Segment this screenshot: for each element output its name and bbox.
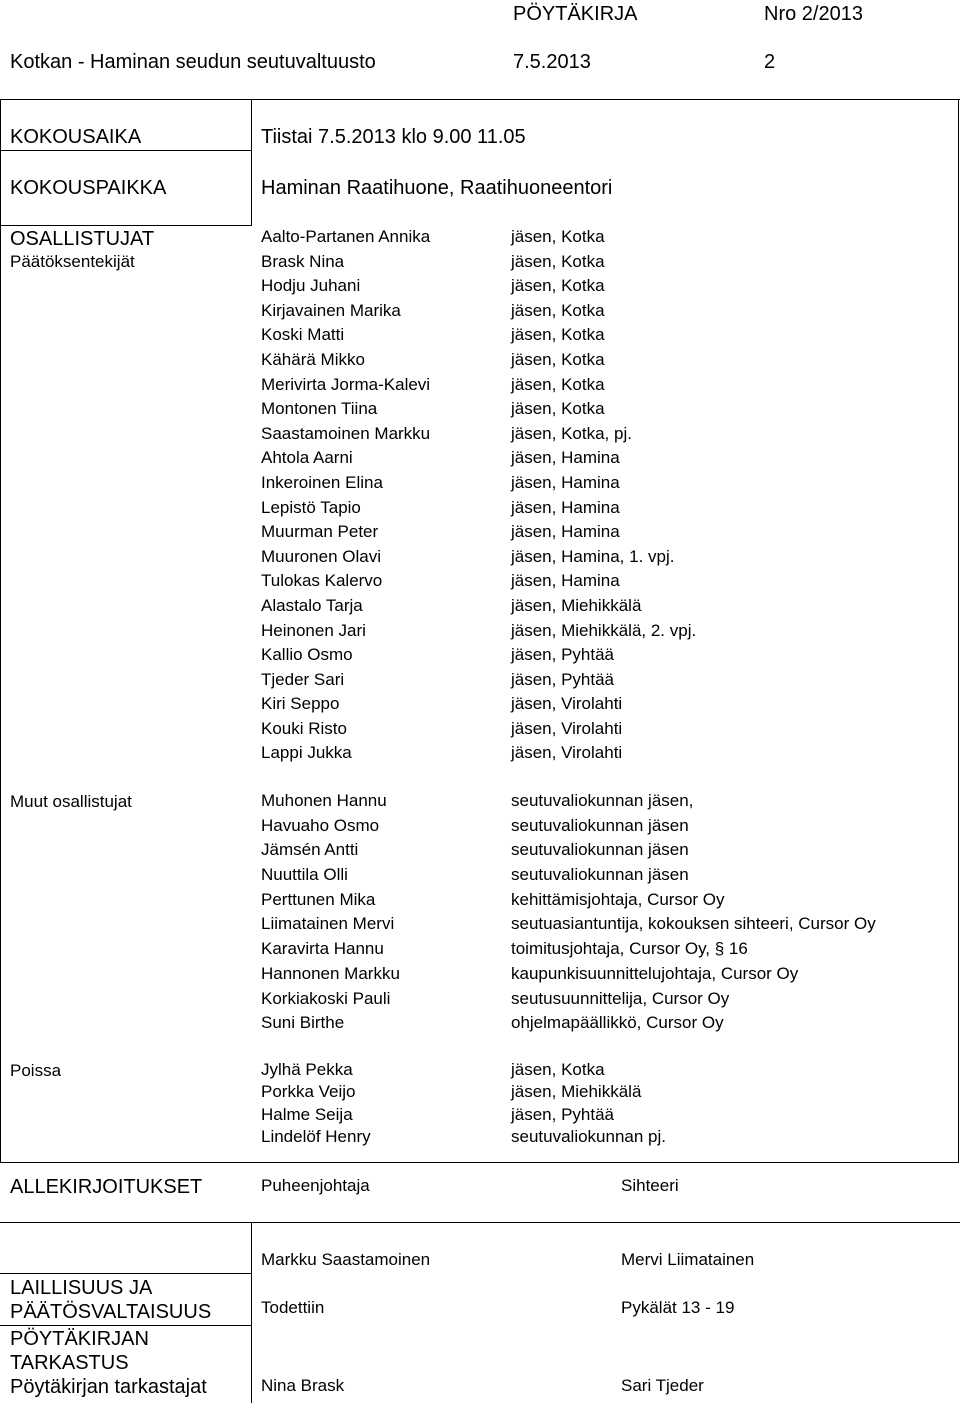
participant-name: Lepistö Tapio xyxy=(261,497,361,517)
participants-names xyxy=(261,225,430,766)
absent-name: Halme Seija xyxy=(261,1104,353,1124)
participant-role: jäsen, Miehikkälä, 2. vpj. xyxy=(511,620,697,640)
signature-divider xyxy=(0,1222,960,1223)
decision-makers-label: Päätöksentekijät xyxy=(10,252,135,271)
participant-role: jäsen, Hamina xyxy=(511,522,620,542)
frame-right-line xyxy=(958,99,959,1163)
other-participant-name: Jämsén Antti xyxy=(261,840,359,860)
other-participant-role: kaupunkisuunnittelujohtaja, Cursor Oy xyxy=(511,963,799,983)
participant-role: jäsen, Kotka xyxy=(511,251,605,271)
frame-top-line xyxy=(0,99,960,100)
other-participant-role: seutuasiantuntija, kokouksen sihteeri, Cursor Oy xyxy=(511,914,876,934)
participant-name: Koski Matti xyxy=(261,325,345,345)
legality-label-line2: PÄÄTÖSVALTAISUUS xyxy=(10,1301,212,1323)
participant-name: Muuronen Olavi xyxy=(261,546,382,566)
other-participant-name: Suni Birthe xyxy=(261,1013,345,1033)
participant-name: Ahtola Aarni xyxy=(261,448,353,468)
sections-value: Pykälät 13 - 19 xyxy=(621,1298,735,1317)
participant-name: Tulokas Kalervo xyxy=(261,571,383,591)
participant-role: jäsen, Hamina xyxy=(511,497,620,517)
absent-roles xyxy=(511,1059,666,1148)
participant-name: Saastamoinen Markku xyxy=(261,423,431,443)
participant-name: Lappi Jukka xyxy=(261,743,352,763)
other-participant-name: Hannonen Markku xyxy=(261,963,400,983)
organization-name: Kotkan - Haminan seudun seutuvaltuusto xyxy=(10,51,376,73)
meeting-time-value: Tiistai 7.5.2013 klo 9.00 11.05 xyxy=(261,126,526,148)
participant-name: Heinonen Jari xyxy=(261,620,366,640)
other-participants-roles xyxy=(511,789,876,1036)
participant-name: Alastalo Tarja xyxy=(261,595,363,615)
absent-role: jäsen, Miehikkälä xyxy=(511,1082,642,1102)
participant-name: Inkeroinen Elina xyxy=(261,472,383,492)
absent-names xyxy=(261,1059,371,1148)
review-label-line3: Pöytäkirjan tarkastajat xyxy=(10,1376,207,1398)
absent-name: Jylhä Pekka xyxy=(261,1060,353,1079)
participant-name: Hodju Juhani xyxy=(261,276,361,296)
review-label-line2: TARKASTUS xyxy=(10,1352,129,1374)
frame-left-line xyxy=(0,99,1,1163)
reviewer-1-name: Nina Brask xyxy=(261,1376,345,1395)
review-divider xyxy=(0,1325,252,1326)
participant-role: jäsen, Kotka xyxy=(511,276,605,296)
other-participant-role: seutuvaliokunnan jäsen xyxy=(511,865,689,885)
participant-name: Brask Nina xyxy=(261,251,345,271)
absent-name: Porkka Veijo xyxy=(261,1082,356,1102)
participant-name: Aalto-Partanen Annika xyxy=(261,227,431,246)
other-participant-role: seutuvaliokunnan jäsen, xyxy=(511,791,694,810)
signatures-label: ALLEKIRJOITUKSET xyxy=(10,1176,203,1198)
participant-role: jäsen, Kotka xyxy=(511,399,605,419)
participant-role: jäsen, Pyhtää xyxy=(511,669,615,689)
participant-name: Montonen Tiina xyxy=(261,399,378,419)
label-column-divider xyxy=(251,99,252,225)
participant-role: jäsen, Kotka xyxy=(511,374,605,394)
participant-role: jäsen, Hamina xyxy=(511,571,620,591)
other-participant-role: toimitusjohtaja, Cursor Oy, § 16 xyxy=(511,939,748,959)
legality-divider xyxy=(0,1273,252,1274)
participant-role: jäsen, Kotka, pj. xyxy=(511,423,632,443)
participants-label: OSALLISTUJAT xyxy=(10,228,155,250)
absent-role: jäsen, Pyhtää xyxy=(511,1104,615,1124)
absent-role: jäsen, Kotka xyxy=(511,1060,605,1079)
other-participant-name: Havuaho Osmo xyxy=(261,815,380,835)
legality-label-line1: LAILLISUUS JA xyxy=(10,1277,153,1299)
other-participant-role: seutuvaliokunnan jäsen xyxy=(511,840,689,860)
other-participant-name: Karavirta Hannu xyxy=(261,939,384,959)
participant-name: Merivirta Jorma-Kalevi xyxy=(261,374,431,394)
meeting-place-value: Haminan Raatihuone, Raatihuoneentori xyxy=(261,177,613,199)
meeting-place-label: KOKOUSPAIKKA xyxy=(10,177,167,199)
other-participant-role: ohjelmapäällikkö, Cursor Oy xyxy=(511,1013,724,1033)
place-row-divider xyxy=(0,225,252,226)
secretary-label: Sihteeri xyxy=(621,1176,679,1195)
participant-name: Kallio Osmo xyxy=(261,645,353,665)
other-participant-role: seutuvaliokunnan jäsen xyxy=(511,815,689,835)
secretary-name: Mervi Liimatainen xyxy=(621,1250,755,1269)
participant-name: Kouki Risto xyxy=(261,718,347,738)
absent-role: seutuvaliokunnan pj. xyxy=(511,1126,667,1146)
verified-label: Todettiin xyxy=(261,1298,325,1317)
participant-role: jäsen, Kotka xyxy=(511,349,605,369)
participant-role: jäsen, Kotka xyxy=(511,227,605,246)
absent-name: Lindelöf Henry xyxy=(261,1126,371,1146)
participant-name: Tjeder Sari xyxy=(261,669,345,689)
participant-role: jäsen, Hamina, 1. vpj. xyxy=(511,546,675,566)
participant-name: Muurman Peter xyxy=(261,522,379,542)
participants-roles xyxy=(511,225,696,766)
other-participant-role: kehittämisjohtaja, Cursor Oy xyxy=(511,889,725,909)
other-participants-label: Muut osallistujat xyxy=(10,792,132,811)
reviewer-2-name: Sari Tjeder xyxy=(621,1376,704,1395)
participant-role: jäsen, Virolahti xyxy=(511,743,623,763)
participant-role: jäsen, Kotka xyxy=(511,325,605,345)
page-number: 2 xyxy=(764,51,776,73)
other-participant-name: Korkiakoski Pauli xyxy=(261,988,391,1008)
chair-name: Markku Saastamoinen xyxy=(261,1250,431,1269)
participant-role: jäsen, Kotka xyxy=(511,300,605,320)
time-row-divider xyxy=(0,150,252,151)
document-type: PÖYTÄKIRJA xyxy=(513,3,638,25)
participant-name: Kähärä Mikko xyxy=(261,349,365,369)
other-participant-name: Nuuttila Olli xyxy=(261,865,348,885)
bottom-column-divider xyxy=(251,1222,252,1403)
meeting-time-label: KOKOUSAIKA xyxy=(10,126,142,148)
participant-role: jäsen, Virolahti xyxy=(511,718,623,738)
participant-name: Kiri Seppo xyxy=(261,694,340,714)
other-participant-name: Liimatainen Mervi xyxy=(261,914,395,934)
document-date: 7.5.2013 xyxy=(513,51,591,73)
other-participant-name: Perttunen Mika xyxy=(261,889,376,909)
other-participant-role: seutusuunnittelija, Cursor Oy xyxy=(511,988,730,1008)
participant-role: jäsen, Pyhtää xyxy=(511,645,615,665)
other-participants-names xyxy=(261,789,400,1036)
participant-role: jäsen, Hamina xyxy=(511,472,620,492)
participant-role: jäsen, Hamina xyxy=(511,448,620,468)
participant-name: Kirjavainen Marika xyxy=(261,300,401,320)
document-number: Nro 2/2013 xyxy=(764,3,863,25)
review-label-line1: PÖYTÄKIRJAN xyxy=(10,1328,149,1350)
participant-role: jäsen, Miehikkälä xyxy=(511,595,642,615)
chair-label: Puheenjohtaja xyxy=(261,1176,370,1195)
other-participant-name: Muhonen Hannu xyxy=(261,791,387,810)
absent-label: Poissa xyxy=(10,1061,62,1080)
frame-bottom-line xyxy=(0,1162,959,1163)
participant-role: jäsen, Virolahti xyxy=(511,694,623,714)
